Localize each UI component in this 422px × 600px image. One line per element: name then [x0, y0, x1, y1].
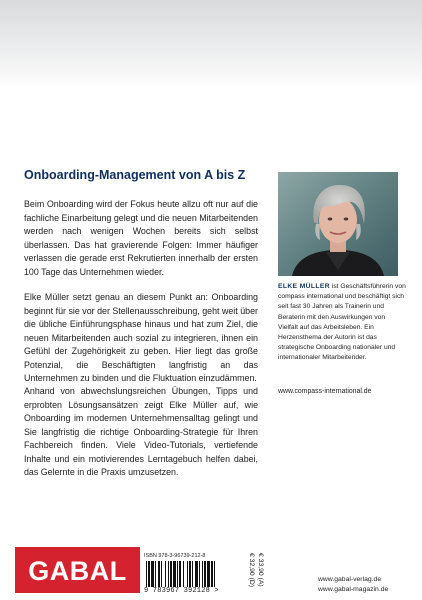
barcode-bar	[202, 561, 203, 587]
barcode-bar	[151, 561, 154, 587]
blurb-paragraph-3: Anhand von abwechslungsreichen Übungen, Tipps und erprobten Lösungsansätzen zeigt Elke Müller auf, wie Onboarding im modernen Unternehmensalltag gelingt und Sie langfristig die richtige Onboarding-Strategie für Ihren Fachbereich finden. Viele Video-Tutorials, vertiefende Inhalte und ein motivierendes Lerntagebuch helfen dabei, das Gelernte in die Praxis umzusetzen.	[24, 386, 258, 477]
barcode-bar	[183, 561, 184, 587]
author-name: ELKE MÜLLER	[278, 283, 330, 290]
blurb-paragraph-2: Elke Müller setzt genau an diesem Punkt an: Onboarding beginnt für sie vor der Stellenausschreibung, geht weit über die übliche Einführungsphase hinaus und hat zum Ziel, die neuen Mitarbeitenden auch sozial zu integrieren, ihnen ein Gefühl der Zugehörigkeit zu geben. Hier liegt das große Potenzial, die Beschäftigten langfristig an das Unternehmen zu binden und die Fluktuation einzudämmen.	[24, 292, 258, 383]
barcode-bar	[204, 561, 206, 587]
author-bio-text: ist Geschäftsführerin von compass international und beschäftigt sich seit fast 30 Jahren als Trainerin und Beraterin mit den Auswirkungen von Vielfalt auf das Arbeitsleben. Ein Herzensthema der Autorin ist das strategische Onboarding nationaler und internationaler Mitarbeitender.	[278, 283, 406, 362]
cover-top-band	[0, 0, 422, 86]
blurb-paragraph-1: Beim Onboarding wird der Fokus heute allzu oft nur auf die fachliche Einarbeitung gelegt und die neuen Mitarbeitenden werden nach wenigen Wochen bereits sich selbst überlassen. Das hat gravierende Folgen: Immer häufiger verlassen die gerade erst Rekrutierten innerhalb der ersten 100 Tage das Unternehmen wieder.	[24, 199, 258, 277]
page-title: Onboarding-Management von A bis Z	[24, 168, 246, 182]
barcode-bar	[179, 561, 181, 587]
barcode-bar	[161, 561, 162, 587]
price-austria: € 33,90 (A)	[257, 553, 264, 587]
barcode-bars	[146, 561, 238, 587]
author-portrait-image	[278, 172, 398, 276]
ean-digits: 9 783967 392128 >	[144, 587, 219, 595]
barcode-bar	[187, 561, 188, 587]
barcode-bar	[211, 561, 213, 587]
barcode-bar	[170, 561, 172, 587]
barcode-bar	[173, 561, 176, 587]
author-portrait	[278, 172, 398, 276]
barcode-bar	[165, 561, 166, 587]
publisher-links	[318, 575, 388, 594]
barcode-bar	[195, 561, 198, 587]
barcode-bar	[168, 561, 169, 587]
barcode-bar	[177, 561, 178, 587]
publisher-link-magazin[interactable]: www.gabal-magazin.de	[318, 585, 389, 593]
barcode-bar	[158, 561, 160, 587]
publisher-link-verlag[interactable]: www.gabal-verlag.de	[318, 576, 382, 583]
barcode-bar	[146, 561, 147, 587]
barcode-bar	[189, 561, 191, 587]
barcode	[144, 553, 240, 595]
isbn-label: ISBN 978-3-96739-212-8	[144, 553, 206, 559]
price-germany: € 32,90 (D)	[248, 553, 255, 588]
publisher-logo-text: GABAL	[28, 556, 127, 586]
publisher-logo	[15, 547, 140, 593]
barcode-bar	[214, 561, 215, 587]
barcode-bar	[148, 561, 150, 587]
barcode-bar	[207, 561, 210, 587]
barcode-bar	[155, 561, 156, 587]
author-bio	[278, 282, 406, 364]
author-website-link[interactable]: www.compass-international.de	[278, 388, 372, 395]
price-block	[245, 553, 264, 595]
barcode-bar	[199, 561, 200, 587]
barcode-bar	[192, 561, 193, 587]
